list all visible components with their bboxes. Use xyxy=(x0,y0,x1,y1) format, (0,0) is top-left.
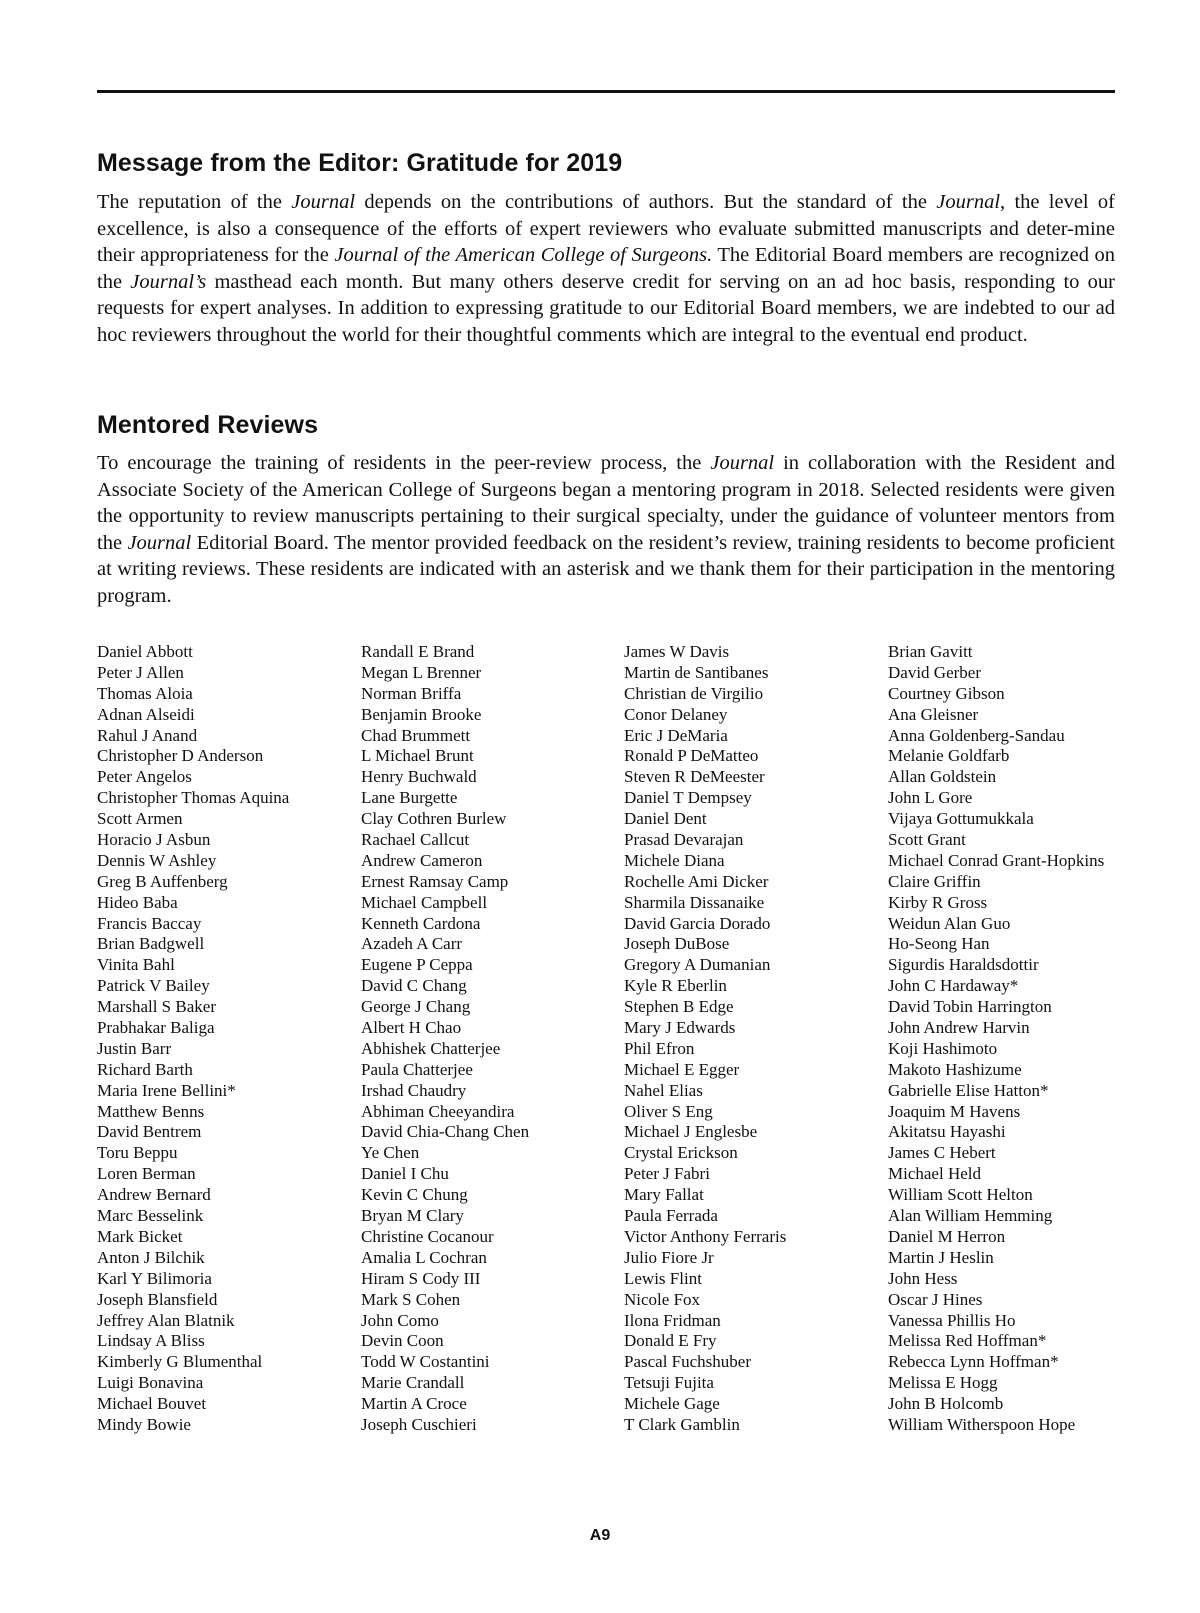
reviewer-name: Brian Badgwell xyxy=(97,934,205,954)
reviewer-name: Maria Irene Bellini* xyxy=(97,1080,236,1100)
reviewer-name: David Bentrem xyxy=(97,1122,202,1142)
reviewer-name: Vijaya Gottumukkala xyxy=(888,809,1034,829)
reviewer-name: Joseph Cuschieri xyxy=(361,1414,477,1434)
reviewer-name: Clay Cothren Burlew xyxy=(361,809,507,829)
reviewer-name: Michael J Englesbe xyxy=(624,1122,758,1142)
reviewer-name: T Clark Gamblin xyxy=(624,1414,740,1434)
reviewer-name: Sigurdis Haraldsdottir xyxy=(888,955,1039,975)
reviewer-name: Prasad Devarajan xyxy=(624,830,744,850)
reviewer-name: Ilona Fridman xyxy=(624,1310,721,1330)
reviewer-name: Vinita Bahl xyxy=(97,955,175,975)
editor-message-heading: Message from the Editor: Gratitude for 2019 xyxy=(97,149,623,177)
reviewer-name: William Scott Helton xyxy=(888,1185,1033,1205)
reviewer-name: Dennis W Ashley xyxy=(97,850,217,870)
reviewer-name: John L Gore xyxy=(888,788,973,808)
top-rule xyxy=(97,90,1115,93)
reviewer-name: Scott Grant xyxy=(888,830,966,850)
reviewer-name: Alan William Hemming xyxy=(888,1206,1053,1226)
reviewer-name: Patrick V Bailey xyxy=(97,976,210,996)
reviewer-column-2 xyxy=(361,642,621,1436)
reviewer-name: David Tobin Harrington xyxy=(888,997,1052,1017)
text-segment: To encourage the training of residents in the peer-review process, the xyxy=(97,452,711,474)
reviewer-name: Paula Ferrada xyxy=(624,1206,718,1226)
reviewer-name: Benjamin Brooke xyxy=(361,704,482,724)
reviewer-name: Stephen B Edge xyxy=(624,997,734,1017)
reviewer-name: Ana Gleisner xyxy=(888,704,979,724)
reviewer-name: Kirby R Gross xyxy=(888,892,988,912)
reviewer-name: Christopher D Anderson xyxy=(97,746,264,766)
reviewer-name: Eugene P Ceppa xyxy=(361,955,473,975)
reviewer-name: Anton J Bilchik xyxy=(97,1247,205,1267)
reviewer-name: Martin de Santibanes xyxy=(624,662,769,682)
text-segment: in collaboration with the Resident and Associate Society of the American College of Surgeons began a mentoring program in 2018. Selected residents were given the opportunity to review manuscripts pertaining to their surgical specialty, under the guidance of volunteer mentors from the xyxy=(97,452,1116,554)
reviewer-name: Norman Briffa xyxy=(361,683,462,703)
reviewer-column-1 xyxy=(97,642,357,1436)
reviewer-name: Kyle R Eberlin xyxy=(624,976,727,996)
reviewer-name: Richard Barth xyxy=(97,1059,193,1079)
reviewer-name: Prabhakar Baliga xyxy=(97,1018,215,1038)
reviewer-name: John Como xyxy=(361,1310,439,1330)
reviewer-name: Victor Anthony Ferraris xyxy=(624,1226,787,1246)
reviewer-name: Daniel Dent xyxy=(624,809,707,829)
reviewer-name: Kimberly G Blumenthal xyxy=(97,1352,263,1372)
reviewer-name: Todd W Costantini xyxy=(361,1352,490,1372)
reviewer-name: Michael E Egger xyxy=(624,1059,740,1079)
reviewer-name: Rebecca Lynn Hoffman* xyxy=(888,1352,1059,1372)
reviewer-name: Joaquim M Havens xyxy=(888,1101,1021,1121)
reviewer-name: Thomas Aloia xyxy=(97,683,193,703)
reviewer-name: Julio Fiore Jr xyxy=(624,1247,714,1267)
reviewer-name: Ronald P DeMatteo xyxy=(624,746,759,766)
reviewer-name: Lane Burgette xyxy=(361,788,458,808)
text-segment: The reputation of the xyxy=(97,191,292,213)
reviewer-name: Nahel Elias xyxy=(624,1080,703,1100)
journal-title-italic: Journal of the American College of Surgeons. xyxy=(334,244,713,267)
reviewer-name: Melissa Red Hoffman* xyxy=(888,1331,1047,1351)
reviewer-name: Hiram S Cody III xyxy=(361,1268,481,1288)
reviewer-name: Oscar J Hines xyxy=(888,1289,983,1309)
reviewer-name: Michael Bouvet xyxy=(97,1394,207,1414)
reviewer-name: William Witherspoon Hope xyxy=(888,1414,1076,1434)
reviewer-name: Mindy Bowie xyxy=(97,1414,191,1434)
reviewer-name: Peter Angelos xyxy=(97,767,192,787)
reviewer-name: Kenneth Cardona xyxy=(361,913,481,933)
reviewer-name: Akitatsu Hayashi xyxy=(888,1122,1006,1142)
journal-title-italic: Journal xyxy=(291,191,356,213)
reviewer-name: Eric J DeMaria xyxy=(624,725,728,745)
reviewer-name: Loren Berman xyxy=(97,1164,196,1184)
reviewer-name: Anna Goldenberg-Sandau xyxy=(888,725,1065,745)
reviewer-name: Daniel Abbott xyxy=(97,642,193,661)
reviewer-name: Weidun Alan Guo xyxy=(888,913,1011,933)
reviewer-name: Daniel T Dempsey xyxy=(624,788,752,808)
reviewer-name: Lewis Flint xyxy=(624,1268,702,1288)
text-segment: The Editorial Board members are recognized on the xyxy=(97,244,1116,293)
reviewer-name: Christine Cocanour xyxy=(361,1226,494,1246)
reviewer-column-4 xyxy=(888,642,1148,1436)
reviewer-name: Gregory A Dumanian xyxy=(624,955,771,975)
reviewer-name: Conor Delaney xyxy=(624,704,728,724)
reviewer-name: Albert H Chao xyxy=(361,1018,462,1038)
reviewer-name: Sharmila Dissanaike xyxy=(624,892,765,912)
reviewer-name: Martin J Heslin xyxy=(888,1247,994,1267)
page-number: A9 xyxy=(589,1527,611,1544)
reviewer-name: Oliver S Eng xyxy=(624,1101,713,1121)
reviewer-name: Lindsay A Bliss xyxy=(97,1331,205,1351)
reviewer-name: Ye Chen xyxy=(361,1143,420,1163)
reviewer-name: Devin Coon xyxy=(361,1331,444,1351)
editor-message-paragraph xyxy=(97,189,1115,349)
reviewer-name: Mark Bicket xyxy=(97,1226,183,1246)
reviewer-name: Michael Conrad Grant-Hopkins xyxy=(888,850,1105,870)
reviewer-name: Azadeh A Carr xyxy=(361,934,463,954)
reviewer-name: Greg B Auffenberg xyxy=(97,871,228,891)
reviewer-name: David Garcia Dorado xyxy=(624,913,771,933)
reviewer-name: John Hess xyxy=(888,1268,958,1288)
reviewer-name: Donald E Fry xyxy=(624,1331,717,1351)
reviewer-name: Daniel I Chu xyxy=(361,1164,449,1184)
mentored-reviews-paragraph xyxy=(97,450,1115,610)
reviewer-name: Adnan Alseidi xyxy=(97,704,195,724)
reviewer-name: Allan Goldstein xyxy=(888,767,997,787)
reviewer-name: Paula Chatterjee xyxy=(361,1059,473,1079)
reviewer-name: Makoto Hashizume xyxy=(888,1059,1022,1079)
reviewer-name: Marshall S Baker xyxy=(97,997,216,1017)
reviewer-name: Henry Buchwald xyxy=(361,767,477,787)
reviewer-name: Crystal Erickson xyxy=(624,1143,738,1163)
journal-title-italic: Journal xyxy=(127,531,192,554)
reviewer-name: Daniel M Herron xyxy=(888,1226,1006,1246)
reviewer-name: Joseph Blansfield xyxy=(97,1289,218,1309)
reviewer-name: Vanessa Phillis Ho xyxy=(888,1310,1016,1330)
reviewer-name: L Michael Brunt xyxy=(361,746,474,766)
reviewer-name: Claire Griffin xyxy=(888,871,981,891)
text-segment: masthead each month. But many others deserve credit for serving on an ad hoc basis, responding to our requests for expert analyses. In addition to expressing gratitude to our Editorial Board members, we are indebted to our ad hoc reviewers throughout the world for their thoughtful comments which are integral to the eventual end product. xyxy=(97,270,1115,346)
reviewer-name: Mary Fallat xyxy=(624,1185,704,1205)
reviewer-name: Matthew Benns xyxy=(97,1101,205,1121)
text-segment: depends on the contributions of authors. But the standard of the xyxy=(355,191,937,213)
reviewer-name: Martin A Croce xyxy=(361,1394,467,1414)
reviewer-name: Hideo Baba xyxy=(97,892,178,912)
reviewer-name: Randall E Brand xyxy=(361,642,475,661)
journal-title-italic: Journal xyxy=(936,191,1001,213)
reviewer-name: Andrew Cameron xyxy=(361,850,483,870)
reviewer-name: Ernest Ramsay Camp xyxy=(361,871,509,891)
reviewer-name: Nicole Fox xyxy=(624,1289,701,1309)
reviewer-name: John B Holcomb xyxy=(888,1394,1004,1414)
reviewer-name: Koji Hashimoto xyxy=(888,1038,998,1058)
reviewer-name: Andrew Bernard xyxy=(97,1185,211,1205)
reviewer-name: Tetsuji Fujita xyxy=(624,1373,714,1393)
reviewer-name: Marie Crandall xyxy=(361,1373,465,1393)
reviewer-name: Christopher Thomas Aquina xyxy=(97,788,290,808)
reviewer-name: Melanie Goldfarb xyxy=(888,746,1010,766)
reviewer-name: John Andrew Harvin xyxy=(888,1018,1030,1038)
text-segment: Editorial Board. The mentor provided feedback on the resident’s review, training residents to become proficient at writing reviews. These residents are indicated with an asterisk and we thank them for their participation in the mentoring program. xyxy=(97,531,1115,607)
reviewer-name: Pascal Fuchshuber xyxy=(624,1352,752,1372)
reviewer-name: Amalia L Cochran xyxy=(361,1247,487,1267)
reviewer-name: Michele Gage xyxy=(624,1394,720,1414)
reviewer-name: Francis Baccay xyxy=(97,913,202,933)
reviewer-name: Toru Beppu xyxy=(97,1143,178,1163)
reviewer-name: Marc Besselink xyxy=(97,1206,204,1226)
mentored-reviews-heading: Mentored Reviews xyxy=(97,411,319,439)
reviewer-name: Scott Armen xyxy=(97,809,183,829)
reviewer-name: Ho-Seong Han xyxy=(888,934,990,954)
reviewer-name: Jeffrey Alan Blatnik xyxy=(97,1310,235,1330)
reviewer-name: James W Davis xyxy=(624,642,730,661)
reviewer-name: Michael Held xyxy=(888,1164,981,1184)
reviewer-name: Michael Campbell xyxy=(361,892,488,912)
reviewer-name: Megan L Brenner xyxy=(361,662,482,682)
reviewer-name: Abhiman Cheeyandira xyxy=(361,1101,515,1121)
reviewer-name: David Gerber xyxy=(888,662,981,682)
reviewer-name: Rochelle Ami Dicker xyxy=(624,871,769,891)
reviewer-name: John C Hardaway* xyxy=(888,976,1019,996)
reviewer-name: Joseph DuBose xyxy=(624,934,730,954)
reviewer-name: David C Chang xyxy=(361,976,467,996)
reviewer-name: Courtney Gibson xyxy=(888,683,1005,703)
reviewer-name: Kevin C Chung xyxy=(361,1185,468,1205)
reviewer-name: Karl Y Bilimoria xyxy=(97,1268,212,1288)
reviewer-name: Brian Gavitt xyxy=(888,642,973,661)
reviewer-name: Rachael Callcut xyxy=(361,830,470,850)
reviewer-name: Gabrielle Elise Hatton* xyxy=(888,1080,1049,1100)
reviewer-name: Mark S Cohen xyxy=(361,1289,461,1309)
text-segment: , the level of excellence, is also a consequence of the efforts of expert reviewers who evaluate submitted manuscripts and deter-mine their appropriateness for the xyxy=(97,191,1115,267)
reviewer-name: Mary J Edwards xyxy=(624,1018,736,1038)
reviewer-name: Melissa E Hogg xyxy=(888,1373,998,1393)
reviewer-name: Chad Brummett xyxy=(361,725,471,745)
reviewer-name: Rahul J Anand xyxy=(97,725,198,745)
journal-title-italic: Journal’s xyxy=(130,270,207,293)
reviewer-name: Horacio J Asbun xyxy=(97,830,211,850)
reviewer-name: James C Hebert xyxy=(888,1143,996,1163)
journal-title-italic: Journal xyxy=(710,452,775,474)
reviewer-name: Irshad Chaudry xyxy=(361,1080,467,1100)
reviewer-name: Michele Diana xyxy=(624,850,725,870)
reviewer-name: George J Chang xyxy=(361,997,471,1017)
reviewer-name: Peter J Fabri xyxy=(624,1164,710,1184)
reviewer-name: Peter J Allen xyxy=(97,662,184,682)
reviewer-name: Christian de Virgilio xyxy=(624,683,764,703)
reviewer-name: Abhishek Chatterjee xyxy=(361,1038,501,1058)
reviewer-name: Bryan M Clary xyxy=(361,1206,464,1226)
reviewer-name: Phil Efron xyxy=(624,1038,695,1058)
reviewer-column-3 xyxy=(624,642,884,1436)
reviewer-name: Justin Barr xyxy=(97,1038,172,1058)
reviewer-name: Steven R DeMeester xyxy=(624,767,765,787)
reviewer-name: Luigi Bonavina xyxy=(97,1373,204,1393)
reviewer-name: David Chia-Chang Chen xyxy=(361,1122,530,1142)
